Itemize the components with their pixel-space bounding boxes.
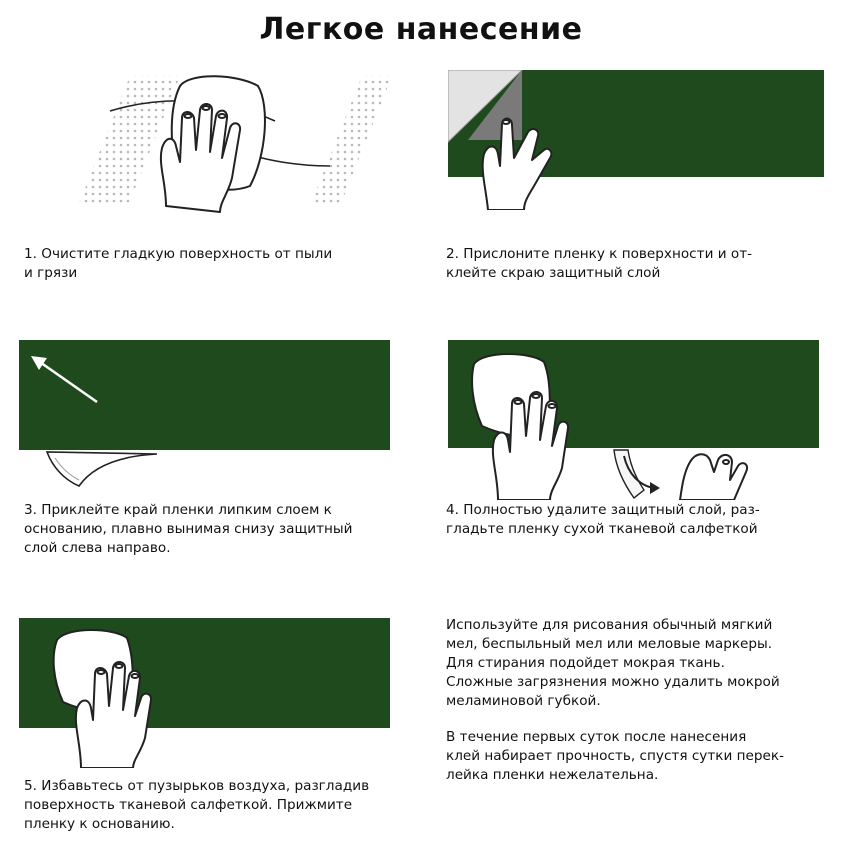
step-2-caption: 2. Прислоните пленку к поверхности и от- клейте скраю защитный слой	[446, 246, 753, 281]
step-5-illustration	[19, 618, 391, 768]
dust-area-right	[310, 76, 392, 206]
step-2-illustration	[448, 70, 824, 210]
backing-layer-curl	[47, 452, 157, 486]
step-3-caption: 3. Приклейте край пленки липким слоем к основанию, плавно вынимая снизу защитный слой слева направо.	[24, 502, 353, 556]
step-4-illustration	[448, 340, 820, 500]
step-3-illustration	[19, 340, 391, 490]
step-4-caption: 4. Полностью удалите защитный слой, раз- гладьте пленку сухой тканевой салфеткой	[446, 502, 760, 537]
step-5-caption: 5. Избавьтесь от пузырьков воздуха, разгладив поверхность тканевой салфеткой. Прижмите пленку к основанию.	[24, 778, 370, 832]
hand-icon	[680, 454, 747, 500]
usage-notes	[446, 616, 838, 802]
step-1-illustration	[70, 66, 410, 216]
backing-layer-strip	[614, 450, 644, 498]
notes-paragraph-2: В течение первых суток после нанесения клей набирает прочность, спустя сутки перек- лейка пленки нежелательна.	[446, 729, 784, 783]
notes-paragraph-1: Используйте для рисования обычный мягкий мел, беспыльный мел или меловые маркеры. Для стирания подойдет мокрая ткань. Сложные загрязнения можно удалить мокрой меламиновой губкой.	[446, 617, 780, 709]
step-1-caption: 1. Очистите гладкую поверхность от пыли и грязи	[24, 246, 333, 281]
film-panel	[19, 340, 390, 450]
page-title: Легкое нанесение	[259, 12, 583, 47]
